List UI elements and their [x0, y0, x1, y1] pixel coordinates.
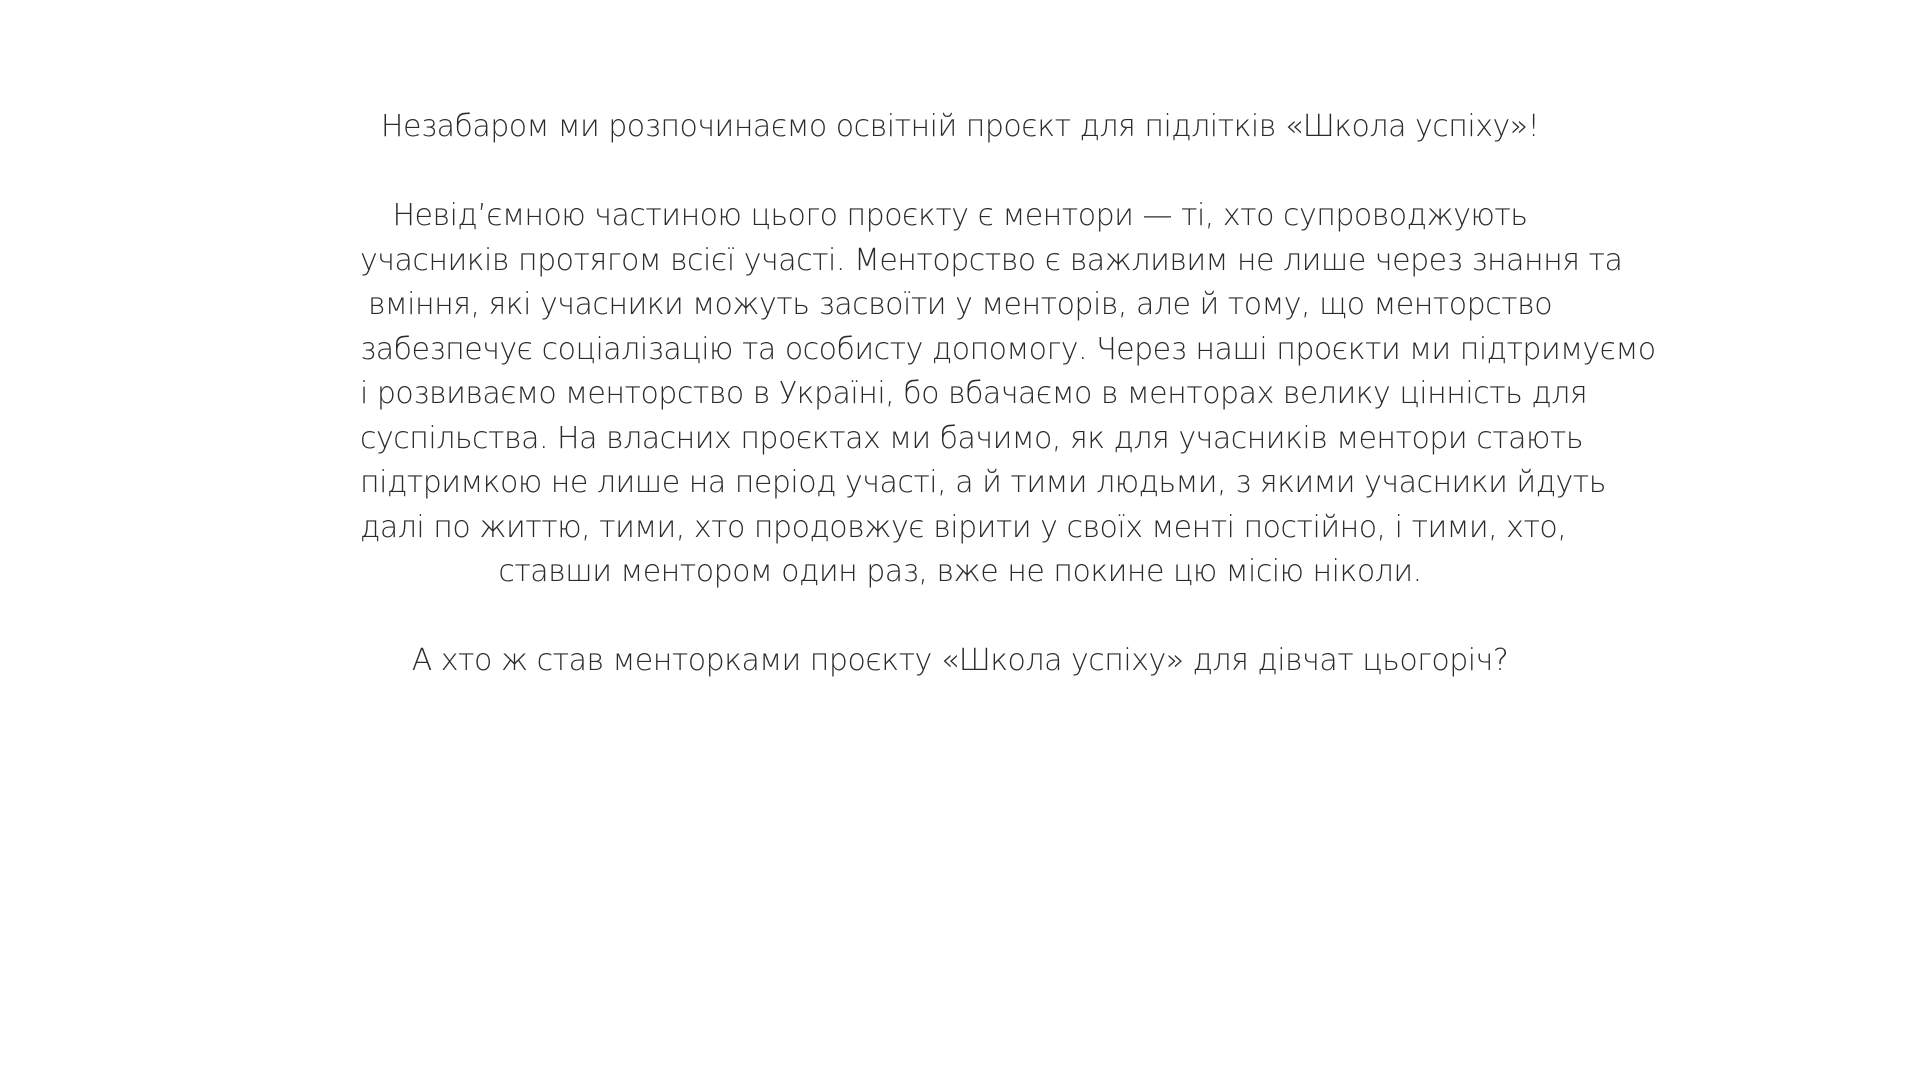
paragraph-line: А хто ж став менторками проєкту «Школа успіху» для дівчат цьогоріч?	[411, 643, 1509, 678]
paragraph-line: і розвиваємо менторство в Україні, бо вбачаємо в менторах велику цінність для	[360, 376, 1588, 411]
paragraph-line: підтримкою не лише на період участі, а й тими людьми, з якими учасники йдуть	[360, 465, 1606, 500]
text-block	[360, 105, 1656, 684]
paragraph-line: учасників протягом всієї участі. Менторство є важливим не лише через знання та	[360, 242, 1623, 278]
question-paragraph	[360, 639, 1560, 684]
paragraph-line: суспільства. На власних проєктах ми бачимо, як для учасників ментори стають	[360, 420, 1584, 456]
paragraph-line: далі по життю, тими, хто продовжує вірити у своїх менті постійно, і тими, хто,	[360, 509, 1567, 545]
paragraph-line: забезпечує соціалізацію та особисту допомогу. Через наші проєкти ми підтримуємо	[360, 331, 1656, 367]
intro-paragraph	[360, 105, 1560, 150]
paragraph-line: Незабаром ми розпочинаємо освітній проєкт для підлітків «Школа успіху»!	[380, 109, 1540, 144]
paragraph-line: Невід’ємною частиною цього проєкту є ментори — ті, хто супроводжують	[392, 198, 1528, 233]
mentorship-paragraph	[360, 194, 1656, 595]
paragraph-line: вміння, які учасники можуть засвоїти у менторів, але й тому, що менторство	[367, 287, 1553, 322]
paragraph-line: ставши ментором один раз, вже не покине цю місію ніколи.	[498, 554, 1422, 589]
